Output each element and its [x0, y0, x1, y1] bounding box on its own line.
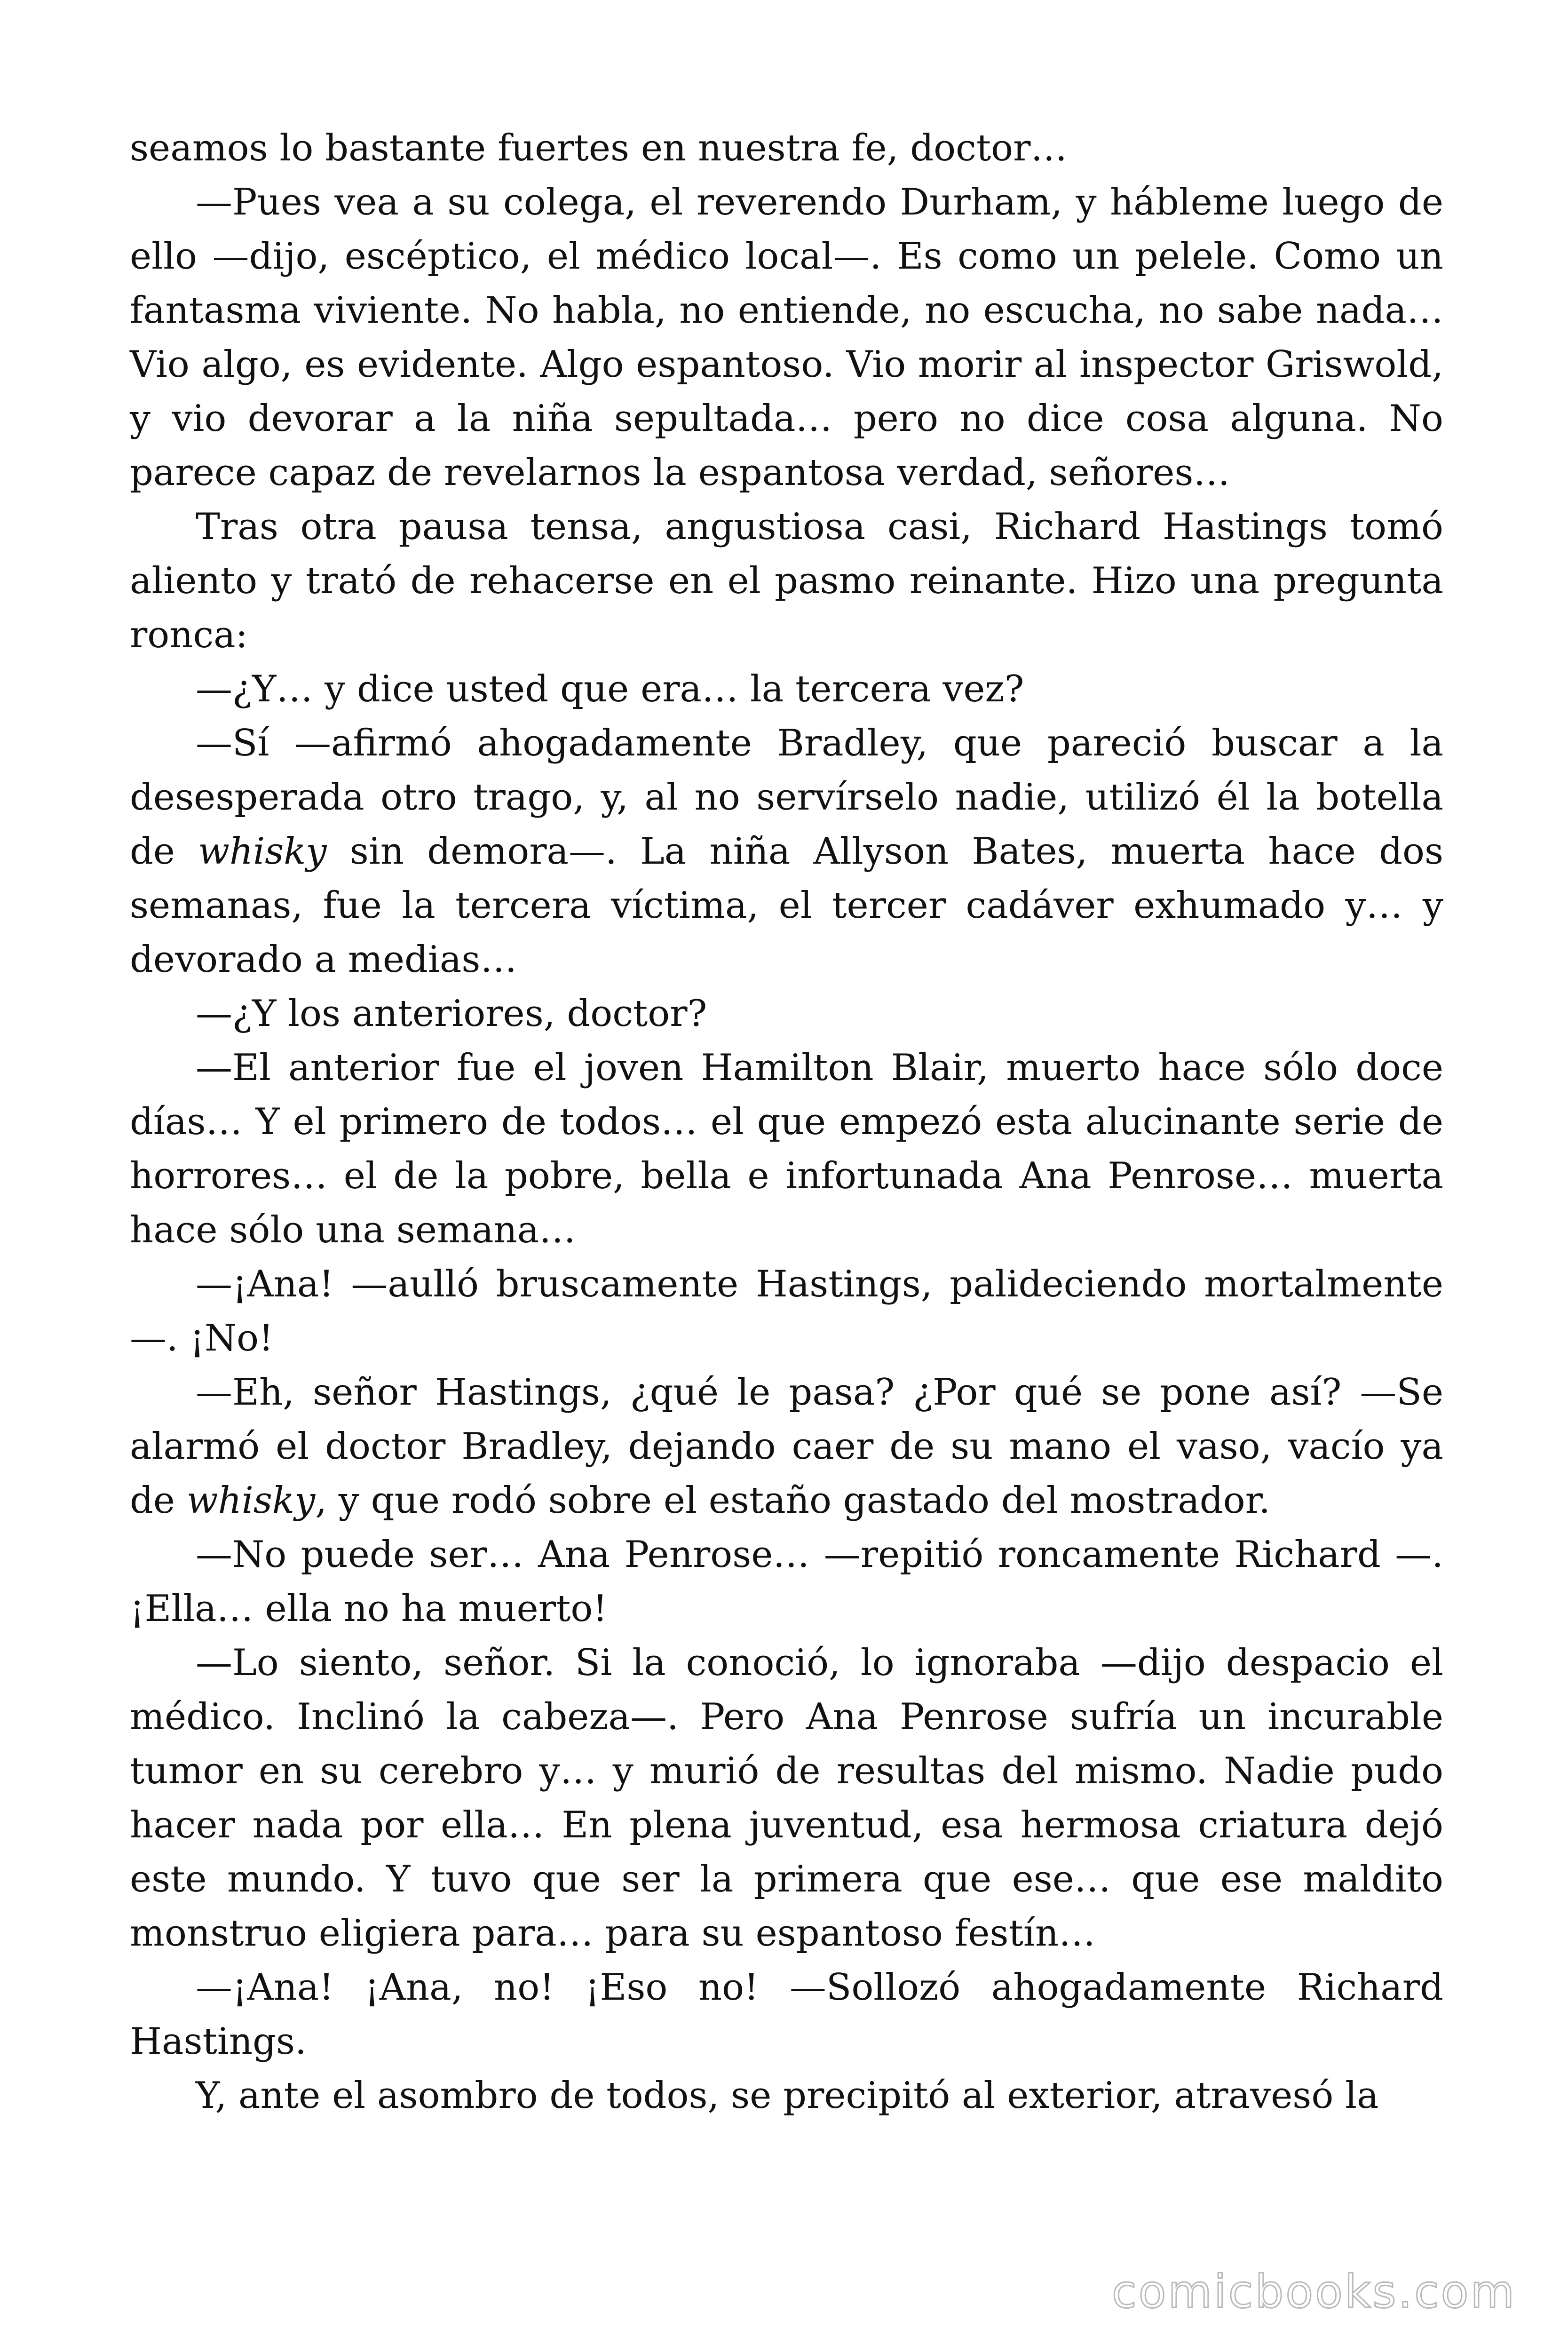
italic-text: whisky: [186, 1479, 316, 1522]
watermark-text: comicbooks.com: [1111, 2265, 1516, 2318]
paragraph: [130, 662, 1443, 716]
paragraph-text: —No puede ser… Ana Penrose… —repitió roncamente Richard —. ¡Ella… ella no ha muerto!: [130, 1534, 1443, 1630]
paragraph: [130, 175, 1443, 500]
paragraph: [130, 1636, 1443, 1961]
paragraph: [130, 1041, 1443, 1257]
book-page-text: [130, 121, 1443, 2123]
paragraph: [130, 716, 1443, 987]
paragraph: [130, 1528, 1443, 1636]
paragraph-text: —Eh, señor Hastings, ¿qué le pasa? ¿Por qué se pone así? —Se alarmó el doctor Bradley, dejando caer de su mano el vaso, vacío ya de: [130, 1371, 1443, 1522]
italic-text: whisky: [198, 830, 327, 873]
paragraph-text: —¿Y los anteriores, doctor?: [196, 993, 707, 1035]
paragraph: [130, 500, 1443, 662]
paragraph: [130, 1366, 1443, 1528]
paragraph: [130, 1257, 1443, 1366]
paragraph: [130, 987, 1443, 1041]
paragraph-text: —¡Ana! ¡Ana, no! ¡Eso no! —Sollozó ahogadamente Richard Hastings.: [130, 1966, 1443, 2063]
paragraph-text: —Lo siento, señor. Si la conoció, lo ignoraba —dijo despacio el médico. Inclinó la cabeza—. Pero Ana Penrose sufría un incurable tumor en su cerebro y… y murió de resultas del mismo. Nadie pudo hacer nada por ella… En plena juventud, esa hermosa criatura dejó este mundo. Y tuvo que ser la primera que ese… que ese maldito monstruo eligiera para… para su espantoso festín…: [130, 1642, 1443, 1955]
paragraph-text: —¡Ana! —aulló bruscamente Hastings, palideciendo mortalmente—. ¡No!: [130, 1263, 1443, 1359]
paragraph: [130, 2069, 1443, 2123]
paragraph-text: , y que rodó sobre el estaño gastado del mostrador.: [315, 1479, 1271, 1522]
paragraph-text: —El anterior fue el joven Hamilton Blair, muerto hace sólo doce días… Y el primero de todos… el que empezó esta alucinante serie de horrores… el de la pobre, bella e infortunada Ana Penrose… muerta hace sólo una semana…: [130, 1047, 1443, 1251]
paragraph-text: —Pues vea a su colega, el reverendo Durham, y hábleme luego de ello —dijo, escéptico, el médico local—. Es como un pelele. Como un fantasma viviente. No habla, no entiende, no escucha, no sabe nada… Vio algo, es evidente. Algo espantoso. Vio morir al inspector Griswold, y vio devorar a la niña sepultada… pero no dice cosa alguna. No parece capaz de revelarnos la espantosa verdad, señores…: [130, 181, 1443, 494]
paragraph-text: sin demora—. La niña Allyson Bates, muerta hace dos semanas, fue la tercera víctima, el tercer cadáver exhumado y… y devorado a medias…: [130, 830, 1444, 981]
paragraph-text: Tras otra pausa tensa, angustiosa casi, Richard Hastings tomó aliento y trató de rehacerse en el pasmo reinante. Hizo una pregunta ronca:: [130, 506, 1443, 656]
paragraph: [130, 1961, 1443, 2069]
paragraph-text: seamos lo bastante fuertes en nuestra fe, doctor…: [130, 127, 1068, 169]
paragraph-text: —Sí —afirmó ahogadamente Bradley, que pareció buscar a la desesperada otro trago, y, al no servírselo nadie, utilizó él la botella de: [130, 722, 1443, 873]
paragraph-text: Y, ante el asombro de todos, se precipitó al exterior, atravesó la: [196, 2074, 1379, 2117]
paragraph: [130, 121, 1443, 175]
paragraph-text: —¿Y… y dice usted que era… la tercera vez?: [196, 668, 1024, 710]
